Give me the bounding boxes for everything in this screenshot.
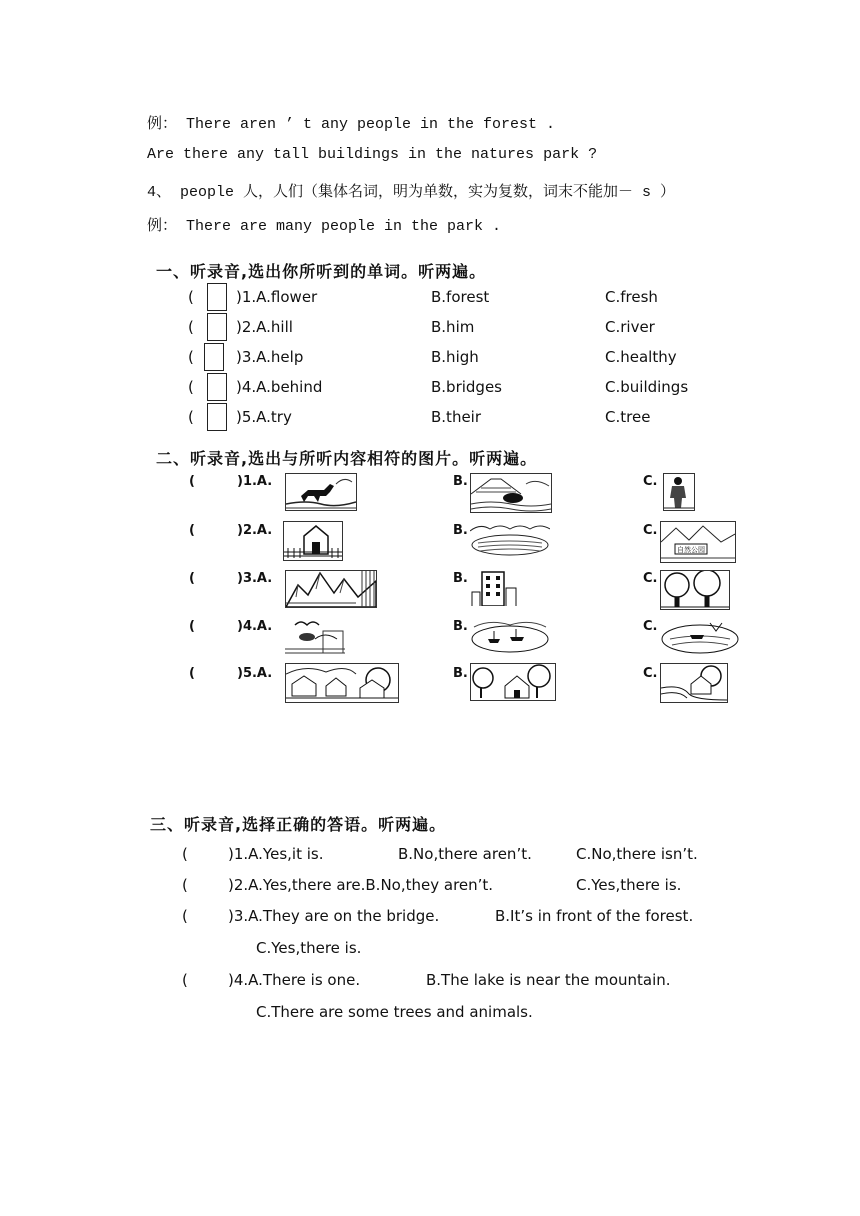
picture-boats-lake[interactable] — [470, 617, 550, 655]
open-paren: ( — [188, 348, 194, 366]
option-b: B.their — [431, 408, 482, 426]
item-label: )2.A. — [237, 523, 273, 538]
picture-village-houses[interactable] — [285, 663, 399, 703]
open-paren: ( — [189, 666, 195, 681]
item-label: )5.A.try — [236, 408, 292, 426]
item-label: )1.A. — [237, 474, 273, 489]
open-paren: ( — [182, 876, 188, 894]
item-label: )3.A.help — [236, 348, 304, 366]
picture-person-standing[interactable] — [663, 473, 695, 511]
open-paren: ( — [189, 571, 195, 586]
picture-trees[interactable] — [660, 570, 730, 610]
q3-option-c: C.Yes,there is. — [256, 939, 362, 957]
option-c: C.healthy — [605, 348, 677, 366]
section2-heading: 二、听录音,选出与所听内容相符的图片。听两遍。 — [156, 449, 538, 468]
picture-horse-running[interactable] — [285, 473, 357, 511]
answer-box[interactable] — [207, 403, 227, 431]
q1-option-c: C.No,there isn’t. — [576, 845, 698, 863]
q1-option-b: B.No,there aren’t. — [398, 845, 532, 863]
picture-trees-house[interactable] — [470, 663, 556, 701]
option-c: C. — [643, 666, 658, 681]
open-paren: ( — [188, 288, 194, 306]
option-b: B.him — [431, 318, 475, 336]
option-b: B. — [453, 523, 468, 538]
section1-heading: 一、听录音,选出你所听到的单词。听两遍。 — [156, 262, 487, 281]
option-c: C. — [643, 474, 658, 489]
option-b: B.high — [431, 348, 479, 366]
q2-option-a: )2.A.Yes,there are.B.No,they aren’t. — [228, 876, 494, 894]
open-paren: ( — [189, 474, 195, 489]
answer-box[interactable] — [207, 283, 227, 311]
note-line-2: Are there any tall buildings in the natures park ? — [147, 146, 598, 163]
option-c: C.buildings — [605, 378, 689, 396]
open-paren: ( — [188, 378, 194, 396]
picture-nature-park-sign[interactable] — [660, 521, 736, 563]
option-b: B. — [453, 571, 468, 586]
open-paren: ( — [188, 318, 194, 336]
picture-tall-building[interactable] — [470, 570, 518, 606]
option-c: C. — [643, 571, 658, 586]
picture-house-road[interactable] — [660, 663, 728, 703]
item-label: )4.A. — [237, 619, 273, 634]
open-paren: ( — [182, 907, 188, 925]
option-c: C.fresh — [605, 288, 658, 306]
answer-box[interactable] — [204, 343, 224, 371]
picture-house-fence[interactable] — [283, 521, 343, 561]
open-paren: ( — [188, 408, 194, 426]
picture-bridge-boat[interactable] — [470, 473, 552, 513]
picture-birds-flying[interactable] — [285, 617, 345, 655]
sign-text: 自然公园 — [677, 546, 705, 554]
open-paren: ( — [189, 619, 195, 634]
option-b: B.forest — [431, 288, 490, 306]
open-paren: ( — [182, 845, 188, 863]
option-b: B. — [453, 619, 468, 634]
q3-option-a: )3.A.They are on the bridge. — [228, 907, 440, 925]
picture-lake-scene[interactable] — [660, 617, 740, 657]
answer-box[interactable] — [207, 373, 227, 401]
option-c: C. — [643, 619, 658, 634]
item-label: )5.A. — [237, 666, 273, 681]
option-c: C.river — [605, 318, 655, 336]
section3-heading: 三、听录音,选择正确的答语。听两遍。 — [150, 815, 447, 834]
option-b: B. — [453, 474, 468, 489]
answer-box[interactable] — [207, 313, 227, 341]
q3-option-b: B.It’s in front of the forest. — [495, 907, 694, 925]
picture-river-lake[interactable] — [470, 521, 550, 559]
q4-option-c: C.There are some trees and animals. — [256, 1003, 533, 1021]
q1-option-a: )1.A.Yes,it is. — [228, 845, 324, 863]
item-label: )1.A.flower — [236, 288, 318, 306]
open-paren: ( — [189, 523, 195, 538]
note-line-1: 例： There aren ’ t any people in the forest . — [147, 116, 556, 133]
open-paren: ( — [182, 971, 188, 989]
q4-option-b: B.The lake is near the mountain. — [426, 971, 671, 989]
q2-option-c: C.Yes,there is. — [576, 876, 682, 894]
picture-mountains[interactable] — [285, 570, 377, 608]
q4-option-a: )4.A.There is one. — [228, 971, 361, 989]
note-line-4: 例： There are many people in the park . — [147, 218, 502, 235]
option-b: B.bridges — [431, 378, 503, 396]
option-c: C. — [643, 523, 658, 538]
item-label: )3.A. — [237, 571, 273, 586]
note-line-3: 4、 people 人，人们（集体名词，明为单数，实为复数，词末不能加－ s ） — [147, 184, 676, 201]
item-label: )4.A.behind — [236, 378, 323, 396]
option-b: B. — [453, 666, 468, 681]
option-c: C.tree — [605, 408, 651, 426]
item-label: )2.A.hill — [236, 318, 293, 336]
